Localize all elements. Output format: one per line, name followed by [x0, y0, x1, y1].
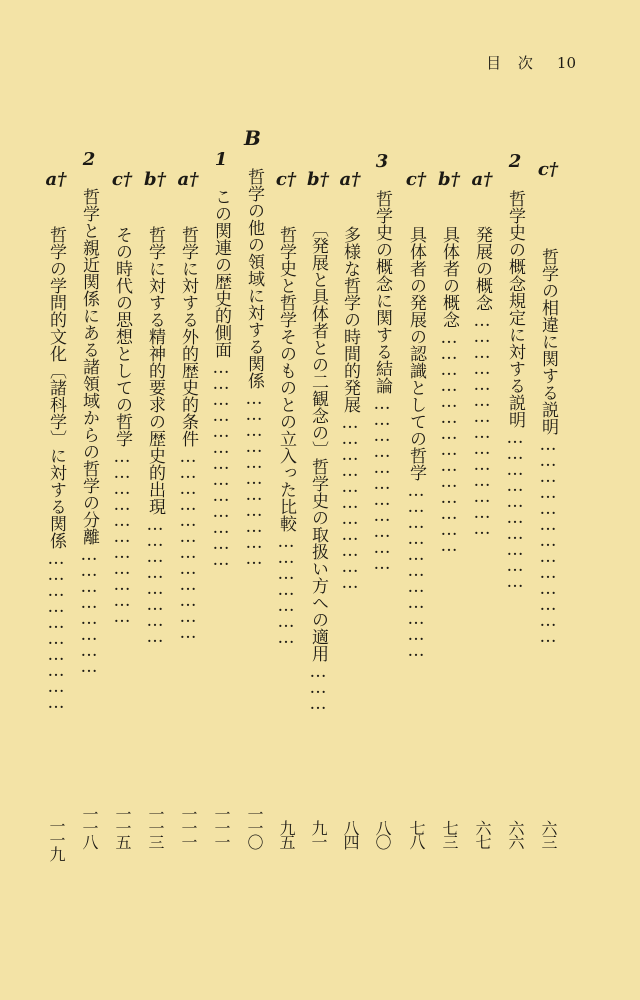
entry-text: 哲学の学問的文化〔諸科学〕に対する関係………………………… — [46, 226, 66, 709]
entry-page: 七八 — [407, 820, 426, 848]
entry-text: 哲学史と哲学そのものとの立入った比較………………… — [276, 226, 296, 644]
toc-entry — [536, 158, 560, 848]
entry-page: 一一五 — [113, 806, 132, 848]
entry-page: 八〇 — [373, 820, 392, 848]
entry-text: 哲学の他の領域に対する関係…………………………… — [244, 168, 264, 565]
entry-mark: b† — [438, 169, 460, 190]
entry-page: 六六 — [506, 820, 525, 848]
toc-entry — [274, 168, 298, 848]
entry-mark: b† — [144, 169, 166, 190]
entry-page: 六七 — [473, 820, 492, 848]
entry-mark: c† — [275, 169, 297, 190]
entry-text: 発展の概念…………………………………… — [472, 226, 492, 535]
entry-text: その時代の思想としての哲学…………………………… — [112, 226, 132, 623]
toc-entry — [77, 148, 101, 848]
toc-entry — [437, 168, 461, 848]
toc-entry — [143, 168, 167, 848]
entry-mark: 2 — [82, 149, 96, 170]
entry-page: 一一〇 — [245, 806, 264, 848]
entry-mark: c† — [111, 169, 133, 190]
toc-entry — [404, 168, 428, 848]
entry-page: 一一八 — [80, 806, 99, 848]
entry-text: 哲学に対する精神的要求の歴史的出現…………………… — [145, 226, 165, 643]
entry-mark: a† — [177, 169, 199, 190]
entry-mark: 3 — [375, 151, 389, 172]
entry-text: 具体者の発展の認識としての哲学…………………………… — [406, 226, 426, 657]
page-header — [486, 52, 576, 73]
page-number: 10 — [556, 54, 576, 72]
entry-text: 哲学に対する外的歴史的条件……………………………… — [178, 226, 198, 639]
entry-mark: a† — [339, 169, 361, 190]
entry-text: 哲学と親近関係にある諸領域からの哲学の分離…………………… — [79, 188, 99, 673]
entry-page: 一一九 — [47, 818, 66, 860]
header-title: 目 次 — [486, 54, 539, 72]
entry-text: 哲学の相違に関する説明………………………………… — [538, 248, 558, 643]
toc-entry — [242, 168, 266, 848]
entry-mark: 1 — [214, 149, 228, 170]
toc-entry — [503, 150, 527, 848]
entry-mark: c† — [537, 159, 559, 180]
entry-text: 〔発展と具体者との二観念の〕哲学史の取扱い方への適用……… — [308, 220, 328, 710]
entry-mark: a† — [45, 169, 67, 190]
toc-entry — [209, 148, 233, 848]
entry-page: 九一 — [309, 820, 328, 848]
entry-mark: 2 — [508, 151, 522, 172]
entry-page: 一一三 — [146, 806, 165, 848]
entry-mark: b† — [307, 169, 329, 190]
entry-mark: a† — [471, 169, 493, 190]
toc-entry — [370, 150, 394, 848]
entry-text: 哲学史の概念規定に対する説明………………………… — [505, 190, 525, 588]
entry-page: 七三 — [440, 820, 459, 848]
toc-entry — [306, 168, 330, 848]
entry-page: 一一一 — [212, 806, 231, 848]
entry-text: 哲学史の概念に関する結論…………………………… — [372, 190, 392, 570]
entry-page: 六三 — [539, 820, 558, 848]
entry-text: 多様な哲学の時間的発展…………………………… — [340, 226, 360, 589]
toc-entry — [338, 168, 362, 848]
entry-mark: c† — [405, 169, 427, 190]
toc-entry — [44, 168, 68, 860]
entry-text: 具体者の概念…………………………………… — [439, 226, 459, 552]
section-label-b: B — [244, 126, 261, 150]
entry-text: この関連の歴史的側面………………………………… — [211, 188, 231, 566]
toc-entry — [470, 168, 494, 848]
entry-page: 一一一 — [179, 806, 198, 848]
toc-entry — [176, 168, 200, 848]
entry-page: 八四 — [341, 820, 360, 848]
entry-page: 九五 — [277, 820, 296, 848]
toc-entry — [110, 168, 134, 848]
